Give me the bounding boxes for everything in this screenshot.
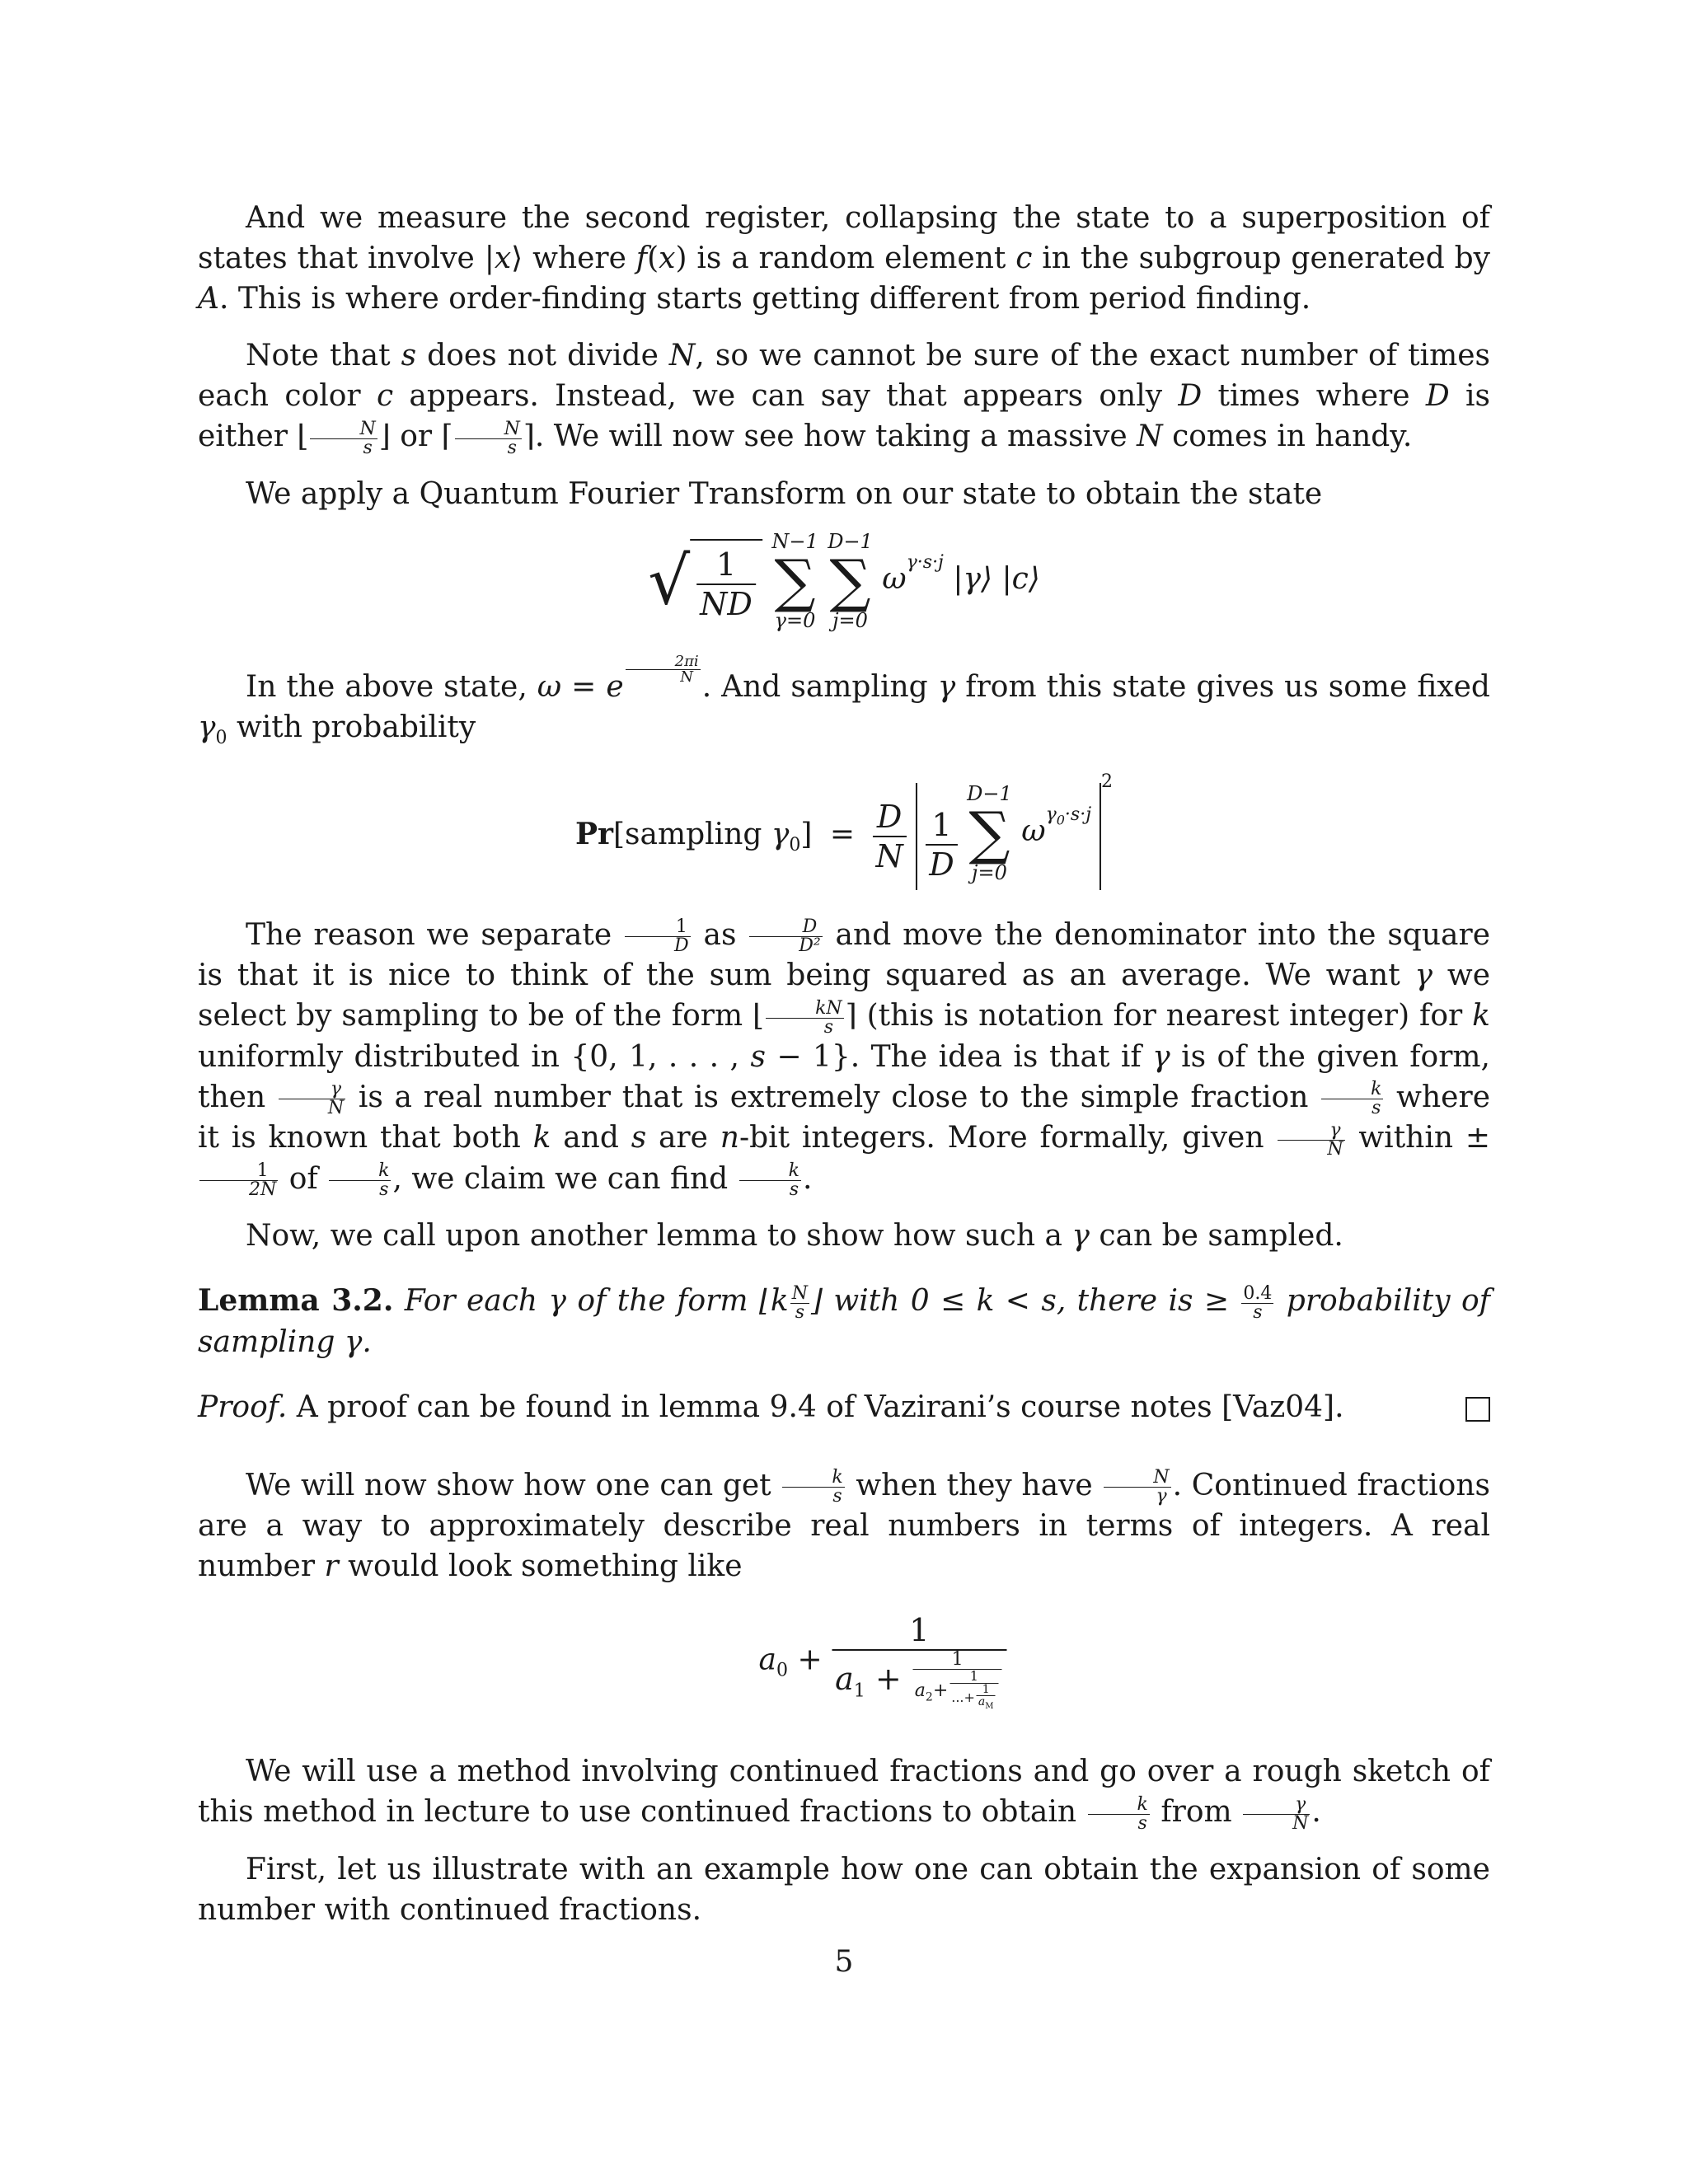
sum-gamma: N−1 ∑ γ=0 (771, 529, 818, 632)
fraction-D-over-D2: $\frac{D}{\text{D²}}$ (749, 918, 822, 955)
paragraph-note: Note that s does not divide N, so we cannot be sure of the exact number of times each color c appears. Instead, we can say that appears only D times where D is either ⌊ $\frac{N}{s}$ ⌋ or ⌈ $\frac{N}{s}$ ⌉. We will now see how taking a massive N comes in handy. (198, 339, 1491, 458)
paragraph-qft: We apply a Quantum Fourier Transform on our state to obtain the state (246, 476, 1323, 511)
paragraph-example: First, let us illustrate with an example how one can obtain the expansion of some number with continued fractions. (198, 1852, 1490, 1927)
fraction-N-over-s: $\frac{N}{s}$ (310, 420, 377, 457)
fraction-N-over-s: $\frac{N}{s}$ (791, 1282, 808, 1323)
fraction-1-over-D: $\frac{1}{D}$ (625, 918, 691, 955)
paragraph-lemma-intro: Now, we call upon another lemma to show how such a γ can be sampled. (246, 1219, 1343, 1254)
paragraph-reason: The reason we separate $\frac{1}{D}$ as $\frac{D}{\text{D²}}$ and move the denominator into the square is that it is nice to think of the sum being squared as an average. We want γ we select by sampling to be of the form ⌊ $\frac{kN}{s}$ ⌉ (this is notation for nearest integer) for k uniformly distributed in {0, 1, . . . , s − 1}. The idea is that if γ is of the given form, then $\frac{\gamma}{N}$ is a real number that is extremely close to the simple fraction $\frac{k}{s}$ where it is known that both k and s are n-bit integers. More formally, given $\frac{\gamma}{N}$ within ± $\frac{1}{2N}$ of $\frac{k}{s}$ , we claim we can find $\frac{k}{s}$ . (198, 916, 1491, 1201)
fraction-N-over-s: $\frac{N}{s}$ (455, 420, 522, 457)
fraction-1-over-2N: $\frac{1}{2N}$ (199, 1162, 278, 1199)
fraction-k-over-s: $\frac{k}{s}$ (1321, 1080, 1383, 1118)
page-body (198, 198, 1490, 1930)
sqrt-term: $\frac{1}{ND}$ (690, 539, 762, 623)
paragraph-omega: In the above state, ω = e $\frac{2\pi i}{N}$ . And sampling γ from this state gives us some fixed $\gamma_0$ with probability (198, 652, 1490, 748)
continued-fraction-level-4: $\frac{1}{a_M}$ (978, 1683, 994, 1711)
fraction-kN-over-s: $\frac{kN}{s}$ (766, 1000, 844, 1037)
sum-j: D−1 ∑ j=0 (967, 781, 1012, 884)
paragraph-continued-fractions: We will now show how one can get $\frac{k}{s}$ when they have $\frac{N}{\gamma}$ . Continued fractions are a way to approximately describe real numbers in terms of integers. A real number r would look something like (198, 1467, 1490, 1584)
fraction-k-over-s: $\frac{k}{s}$ (1088, 1796, 1150, 1833)
paragraph-method: We will use a method involving continued fractions and go over a rough sketch of this method in lecture to use continued fractions to obtain $\frac{k}{s}$ from $\frac{\gamma}{N}$ . (198, 1755, 1490, 1834)
continued-fraction-level-3: 1 ...+ $\frac{1}{a_M}$ (950, 1670, 998, 1713)
equation-qft-state: √ $\frac{1}{ND}$ N−1 ∑ γ=0 D−1 ∑ j=0 $\omega^{\gamma\cdot s\cdot j}$ |γ⟩ |c⟩ (648, 529, 1040, 632)
fraction-k-over-s: $\frac{k}{s}$ (329, 1162, 391, 1199)
fraction-gamma-over-N: $\frac{\gamma}{N}$ (1243, 1796, 1310, 1833)
fraction-D-over-N: $\frac{D}{N}$ (873, 798, 907, 875)
absolute-value: $\frac{1}{D}$ D−1 ∑ j=0 $\omega^{\gamma_0\cdot s\cdot j}$ (916, 783, 1101, 890)
qed-symbol (1465, 1387, 1490, 1427)
continued-fraction-level-1: 1 $a_1$ + 1 $a_2+$ 1 ...+ $\frac{1}{a_M}$ (832, 1611, 1006, 1713)
fraction-N-over-gamma: $\frac{N}{\gamma}$ (1104, 1469, 1170, 1506)
sum-j: D−1 ∑ j=0 (828, 529, 873, 632)
page-number: 5 (834, 1945, 854, 1979)
fraction-gamma-over-N: $\frac{\gamma}{N}$ (279, 1080, 345, 1118)
fraction-0.4-over-s: $\frac{0.4}{s}$ (1243, 1282, 1273, 1323)
equation-continued-fraction: $a_0$ + 1 $a_1$ + 1 $a_2+$ 1 ...+ $\frac{1}{a_M}$ (198, 1586, 1490, 1751)
fraction-k-over-s: $\frac{k}{s}$ (782, 1469, 844, 1506)
lemma-3-2: Lemma 3.2. For each γ of the form ⌊k $\frac{N}{s}$ ⌋ with 0 ≤ k < s, there is ≥ $\frac{0.4}{s}$ probability of sampling γ. (198, 1282, 1490, 1359)
continued-fraction-level-2: 1 $a_2+$ 1 ...+ $\frac{1}{a_M}$ (913, 1651, 1002, 1713)
proof: Proof. A proof can be found in lemma 9.4 of Vazirani’s course notes [Vaz04]. (198, 1387, 1490, 1427)
equation-probability: Pr[sampling $\gamma_0$] = $\frac{D}{N}$ $\frac{1}{D}$ D−1 ∑ j=0 $\omega^{\gamma_0\cdot s\cdot j2}$ (198, 758, 1490, 915)
paragraph-measure: And we measure the second register, collapsing the state to a superposition of states that involve |x⟩ where f(x) is a random element c in the subgroup generated by A. This is where order-finding starts getting different from period finding. (198, 201, 1490, 316)
fraction-k-over-s: $\frac{k}{s}$ (739, 1162, 801, 1199)
fraction-gamma-over-N: $\frac{\gamma}{N}$ (1278, 1122, 1344, 1159)
exponent-fraction: $\frac{2\pi i}{N}$ (626, 654, 701, 685)
